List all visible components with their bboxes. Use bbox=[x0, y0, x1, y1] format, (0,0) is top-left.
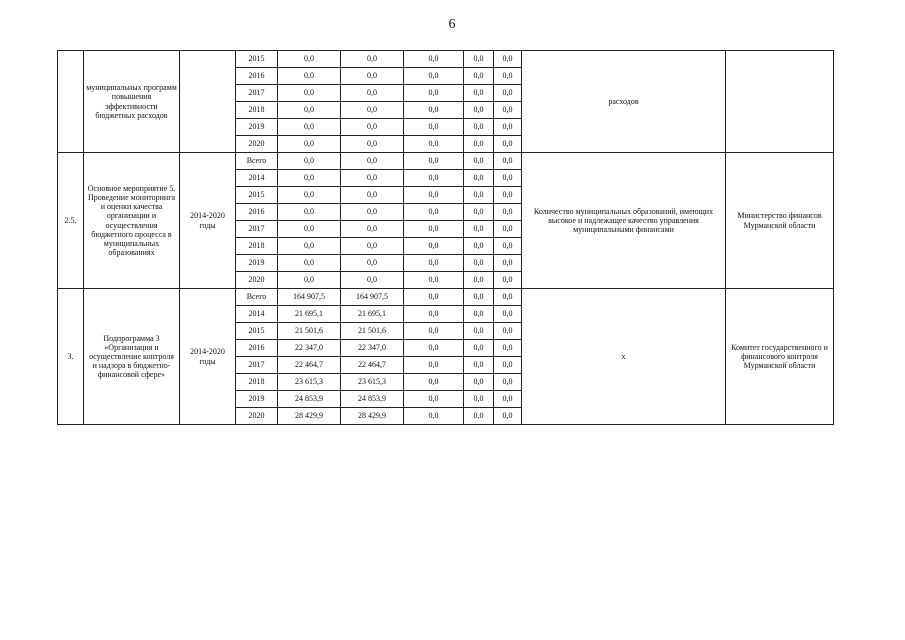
regional-budget-cell: 0,0 bbox=[341, 221, 404, 238]
local-budget-cell: 0,0 bbox=[464, 238, 494, 255]
extrabudget-cell: 0,0 bbox=[494, 68, 522, 85]
period-cell: 2014-2020 годы bbox=[180, 289, 236, 425]
total-cell: 0,0 bbox=[278, 238, 341, 255]
total-cell: 0,0 bbox=[278, 153, 341, 170]
local-budget-cell: 0,0 bbox=[464, 119, 494, 136]
local-budget-cell: 0,0 bbox=[464, 357, 494, 374]
extrabudget-cell: 0,0 bbox=[494, 306, 522, 323]
federal-budget-cell: 0,0 bbox=[404, 119, 464, 136]
year-cell: 2019 bbox=[236, 255, 278, 272]
federal-budget-cell: 0,0 bbox=[404, 187, 464, 204]
extrabudget-cell: 0,0 bbox=[494, 340, 522, 357]
local-budget-cell: 0,0 bbox=[464, 68, 494, 85]
local-budget-cell: 0,0 bbox=[464, 221, 494, 238]
total-cell: 0,0 bbox=[278, 170, 341, 187]
year-cell: 2015 bbox=[236, 187, 278, 204]
federal-budget-cell: 0,0 bbox=[404, 255, 464, 272]
regional-budget-cell: 21 695,1 bbox=[341, 306, 404, 323]
regional-budget-cell: 28 429,9 bbox=[341, 408, 404, 425]
local-budget-cell: 0,0 bbox=[464, 187, 494, 204]
local-budget-cell: 0,0 bbox=[464, 153, 494, 170]
federal-budget-cell: 0,0 bbox=[404, 221, 464, 238]
regional-budget-cell: 22 347,0 bbox=[341, 340, 404, 357]
federal-budget-cell: 0,0 bbox=[404, 357, 464, 374]
federal-budget-cell: 0,0 bbox=[404, 85, 464, 102]
regional-budget-cell: 0,0 bbox=[341, 238, 404, 255]
federal-budget-cell: 0,0 bbox=[404, 102, 464, 119]
extrabudget-cell: 0,0 bbox=[494, 85, 522, 102]
row-number-cell: 3. bbox=[58, 289, 84, 425]
local-budget-cell: 0,0 bbox=[464, 391, 494, 408]
total-cell: 0,0 bbox=[278, 85, 341, 102]
regional-budget-cell: 0,0 bbox=[341, 272, 404, 289]
extrabudget-cell: 0,0 bbox=[494, 187, 522, 204]
total-cell: 164 907,5 bbox=[278, 289, 341, 306]
federal-budget-cell: 0,0 bbox=[404, 272, 464, 289]
regional-budget-cell: 0,0 bbox=[341, 68, 404, 85]
extrabudget-cell: 0,0 bbox=[494, 391, 522, 408]
year-cell: 2016 bbox=[236, 204, 278, 221]
federal-budget-cell: 0,0 bbox=[404, 408, 464, 425]
year-cell: 2016 bbox=[236, 68, 278, 85]
year-cell: 2015 bbox=[236, 51, 278, 68]
extrabudget-cell: 0,0 bbox=[494, 51, 522, 68]
year-cell: 2014 bbox=[236, 306, 278, 323]
total-cell: 22 347,0 bbox=[278, 340, 341, 357]
total-cell: 0,0 bbox=[278, 68, 341, 85]
regional-budget-cell: 24 853,9 bbox=[341, 391, 404, 408]
year-cell: 2017 bbox=[236, 357, 278, 374]
regional-budget-cell: 0,0 bbox=[341, 204, 404, 221]
table-row bbox=[58, 51, 834, 68]
federal-budget-cell: 0,0 bbox=[404, 136, 464, 153]
year-cell: Всего bbox=[236, 153, 278, 170]
regional-budget-cell: 0,0 bbox=[341, 102, 404, 119]
local-budget-cell: 0,0 bbox=[464, 323, 494, 340]
local-budget-cell: 0,0 bbox=[464, 136, 494, 153]
regional-budget-cell: 0,0 bbox=[341, 255, 404, 272]
indicator-cell: х bbox=[522, 289, 726, 425]
extrabudget-cell: 0,0 bbox=[494, 374, 522, 391]
federal-budget-cell: 0,0 bbox=[404, 340, 464, 357]
event-name-cell: Подпрограмма 3 «Организация и осуществление контроля и надзора в бюджетно-финансовой сфере» bbox=[84, 289, 180, 425]
local-budget-cell: 0,0 bbox=[464, 340, 494, 357]
row-number-cell bbox=[58, 51, 84, 153]
regional-budget-cell: 0,0 bbox=[341, 136, 404, 153]
year-cell: 2017 bbox=[236, 85, 278, 102]
total-cell: 0,0 bbox=[278, 255, 341, 272]
regional-budget-cell: 22 464,7 bbox=[341, 357, 404, 374]
extrabudget-cell: 0,0 bbox=[494, 204, 522, 221]
local-budget-cell: 0,0 bbox=[464, 408, 494, 425]
year-cell: 2019 bbox=[236, 119, 278, 136]
local-budget-cell: 0,0 bbox=[464, 272, 494, 289]
regional-budget-cell: 21 501,6 bbox=[341, 323, 404, 340]
executor-cell: Министерство финансов Мурманской области bbox=[726, 153, 834, 289]
total-cell: 24 853,9 bbox=[278, 391, 341, 408]
federal-budget-cell: 0,0 bbox=[404, 153, 464, 170]
year-cell: 2019 bbox=[236, 391, 278, 408]
extrabudget-cell: 0,0 bbox=[494, 289, 522, 306]
executor-cell: Комитет государственного и финансового контроля Мурманской области bbox=[726, 289, 834, 425]
extrabudget-cell: 0,0 bbox=[494, 119, 522, 136]
federal-budget-cell: 0,0 bbox=[404, 68, 464, 85]
federal-budget-cell: 0,0 bbox=[404, 238, 464, 255]
section-2-5 bbox=[58, 153, 834, 289]
period-cell: 2014-2020 годы bbox=[180, 153, 236, 289]
federal-budget-cell: 0,0 bbox=[404, 323, 464, 340]
year-cell: 2020 bbox=[236, 136, 278, 153]
regional-budget-cell: 164 907,5 bbox=[341, 289, 404, 306]
extrabudget-cell: 0,0 bbox=[494, 102, 522, 119]
extrabudget-cell: 0,0 bbox=[494, 255, 522, 272]
row-number-cell: 2.5. bbox=[58, 153, 84, 289]
total-cell: 22 464,7 bbox=[278, 357, 341, 374]
year-cell: 2014 bbox=[236, 170, 278, 187]
local-budget-cell: 0,0 bbox=[464, 255, 494, 272]
extrabudget-cell: 0,0 bbox=[494, 272, 522, 289]
budget-table bbox=[57, 50, 834, 425]
local-budget-cell: 0,0 bbox=[464, 306, 494, 323]
total-cell: 0,0 bbox=[278, 221, 341, 238]
local-budget-cell: 0,0 bbox=[464, 51, 494, 68]
local-budget-cell: 0,0 bbox=[464, 374, 494, 391]
year-cell: 2015 bbox=[236, 323, 278, 340]
total-cell: 0,0 bbox=[278, 204, 341, 221]
year-cell: 2018 bbox=[236, 102, 278, 119]
extrabudget-cell: 0,0 bbox=[494, 357, 522, 374]
extrabudget-cell: 0,0 bbox=[494, 323, 522, 340]
section-continuation bbox=[58, 51, 834, 153]
indicator-cell: расходов bbox=[522, 51, 726, 153]
year-cell: 2017 bbox=[236, 221, 278, 238]
section-3 bbox=[58, 289, 834, 425]
total-cell: 28 429,9 bbox=[278, 408, 341, 425]
extrabudget-cell: 0,0 bbox=[494, 221, 522, 238]
indicator-cell: Количество муниципальных образований, имеющих высокое и надлежащее качество управления муниципальными финансами bbox=[522, 153, 726, 289]
year-cell: Всего bbox=[236, 289, 278, 306]
regional-budget-cell: 23 615,3 bbox=[341, 374, 404, 391]
table-row bbox=[58, 289, 834, 306]
total-cell: 23 615,3 bbox=[278, 374, 341, 391]
table-row bbox=[58, 153, 834, 170]
federal-budget-cell: 0,0 bbox=[404, 170, 464, 187]
federal-budget-cell: 0,0 bbox=[404, 374, 464, 391]
year-cell: 2016 bbox=[236, 340, 278, 357]
total-cell: 0,0 bbox=[278, 102, 341, 119]
period-cell bbox=[180, 51, 236, 153]
total-cell: 21 501,6 bbox=[278, 323, 341, 340]
year-cell: 2018 bbox=[236, 238, 278, 255]
regional-budget-cell: 0,0 bbox=[341, 85, 404, 102]
regional-budget-cell: 0,0 bbox=[341, 170, 404, 187]
event-name-cell: Основное мероприятие 5. Проведение мониторинга и оценки качества организации и осуществления бюджетного процесса в муниципальных образованиях bbox=[84, 153, 180, 289]
event-name-cell: муниципальных программ повышения эффективности бюджетных расходов bbox=[84, 51, 180, 153]
page-number: 6 bbox=[448, 17, 456, 32]
year-cell: 2020 bbox=[236, 408, 278, 425]
local-budget-cell: 0,0 bbox=[464, 170, 494, 187]
total-cell: 0,0 bbox=[278, 119, 341, 136]
extrabudget-cell: 0,0 bbox=[494, 408, 522, 425]
local-budget-cell: 0,0 bbox=[464, 102, 494, 119]
regional-budget-cell: 0,0 bbox=[341, 187, 404, 204]
federal-budget-cell: 0,0 bbox=[404, 289, 464, 306]
federal-budget-cell: 0,0 bbox=[404, 391, 464, 408]
year-cell: 2018 bbox=[236, 374, 278, 391]
year-cell: 2020 bbox=[236, 272, 278, 289]
total-cell: 0,0 bbox=[278, 272, 341, 289]
executor-cell bbox=[726, 51, 834, 153]
federal-budget-cell: 0,0 bbox=[404, 204, 464, 221]
federal-budget-cell: 0,0 bbox=[404, 306, 464, 323]
regional-budget-cell: 0,0 bbox=[341, 153, 404, 170]
regional-budget-cell: 0,0 bbox=[341, 119, 404, 136]
total-cell: 0,0 bbox=[278, 187, 341, 204]
total-cell: 0,0 bbox=[278, 136, 341, 153]
local-budget-cell: 0,0 bbox=[464, 85, 494, 102]
local-budget-cell: 0,0 bbox=[464, 289, 494, 306]
total-cell: 0,0 bbox=[278, 51, 341, 68]
total-cell: 21 695,1 bbox=[278, 306, 341, 323]
federal-budget-cell: 0,0 bbox=[404, 51, 464, 68]
extrabudget-cell: 0,0 bbox=[494, 238, 522, 255]
extrabudget-cell: 0,0 bbox=[494, 170, 522, 187]
extrabudget-cell: 0,0 bbox=[494, 136, 522, 153]
regional-budget-cell: 0,0 bbox=[341, 51, 404, 68]
extrabudget-cell: 0,0 bbox=[494, 153, 522, 170]
local-budget-cell: 0,0 bbox=[464, 204, 494, 221]
